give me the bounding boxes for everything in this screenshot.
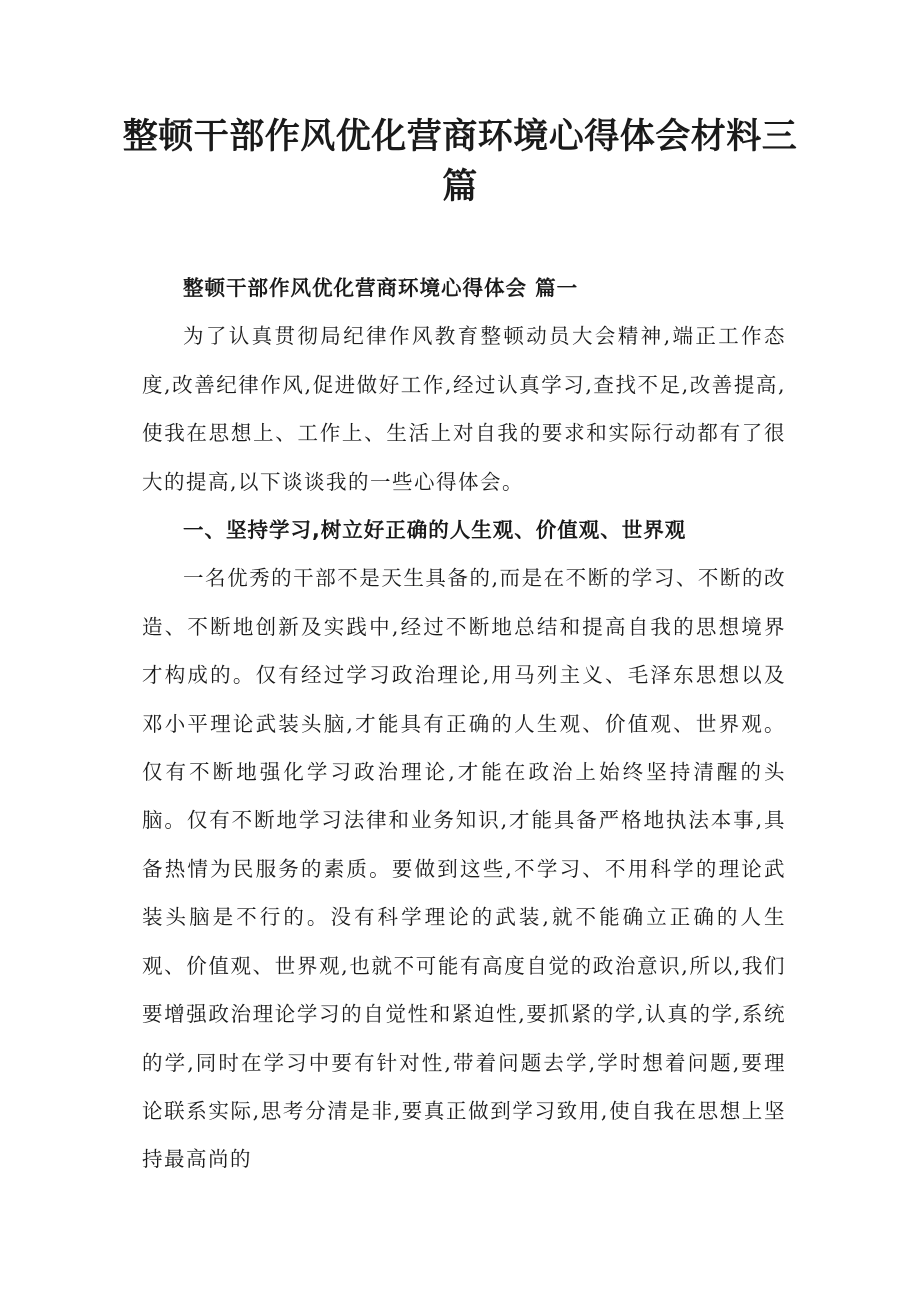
document-body xyxy=(142,264,786,1184)
section-heading: 整顿干部作风优化营商环境心得体会 篇一 xyxy=(183,276,579,300)
point-one-heading: 一、坚持学习,树立好正确的人生观、价值观、世界观 xyxy=(183,518,687,543)
document-title: 整顿干部作风优化营商环境心得体会材料三篇 xyxy=(122,117,798,207)
point-one-paragraph: 一名优秀的干部不是天生具备的,而是在不断的学习、不断的改造、不断地创新及实践中,经过不断地总结和提高自我的思想境界才构成的。仅有经过学习政治理论,用马列主义、毛泽东思想以及邓小平理论武装头脑,才能具有正确的人生观、价值观、世界观。仅有不断地强化学习政治理论,才能在政治上始终坚持清醒的头脑。仅有不断地学习法律和业务知识,才能具备严格地执法本事,具备热情为民服务的素质。要做到这些,不学习、不用科学的理论武装头脑是不行的。没有科学理论的武装,就不能确立正确的人生观、价值观、世界观,也就不可能有高度自觉的政治意识,所以,我们要增强政治理论学习的自觉性和紧迫性,要抓紧的学,认真的学,系统的学,同时在学习中要有针对性,带着问题去学,学时想着问题,要理论联系实际,思考分清是非,要真正做到学习致用,使自我在思想上坚持最高尚的 xyxy=(142,566,786,1172)
intro-paragraph: 为了认真贯彻局纪律作风教育整顿动员大会精神,端正工作态度,改善纪律作风,促进做好工作,经过认真学习,查找不足,改善提高,使我在思想上、工作上、生活上对自我的要求和实际行动都有了很大的提高,以下谈谈我的一些心得体会。 xyxy=(142,324,786,494)
